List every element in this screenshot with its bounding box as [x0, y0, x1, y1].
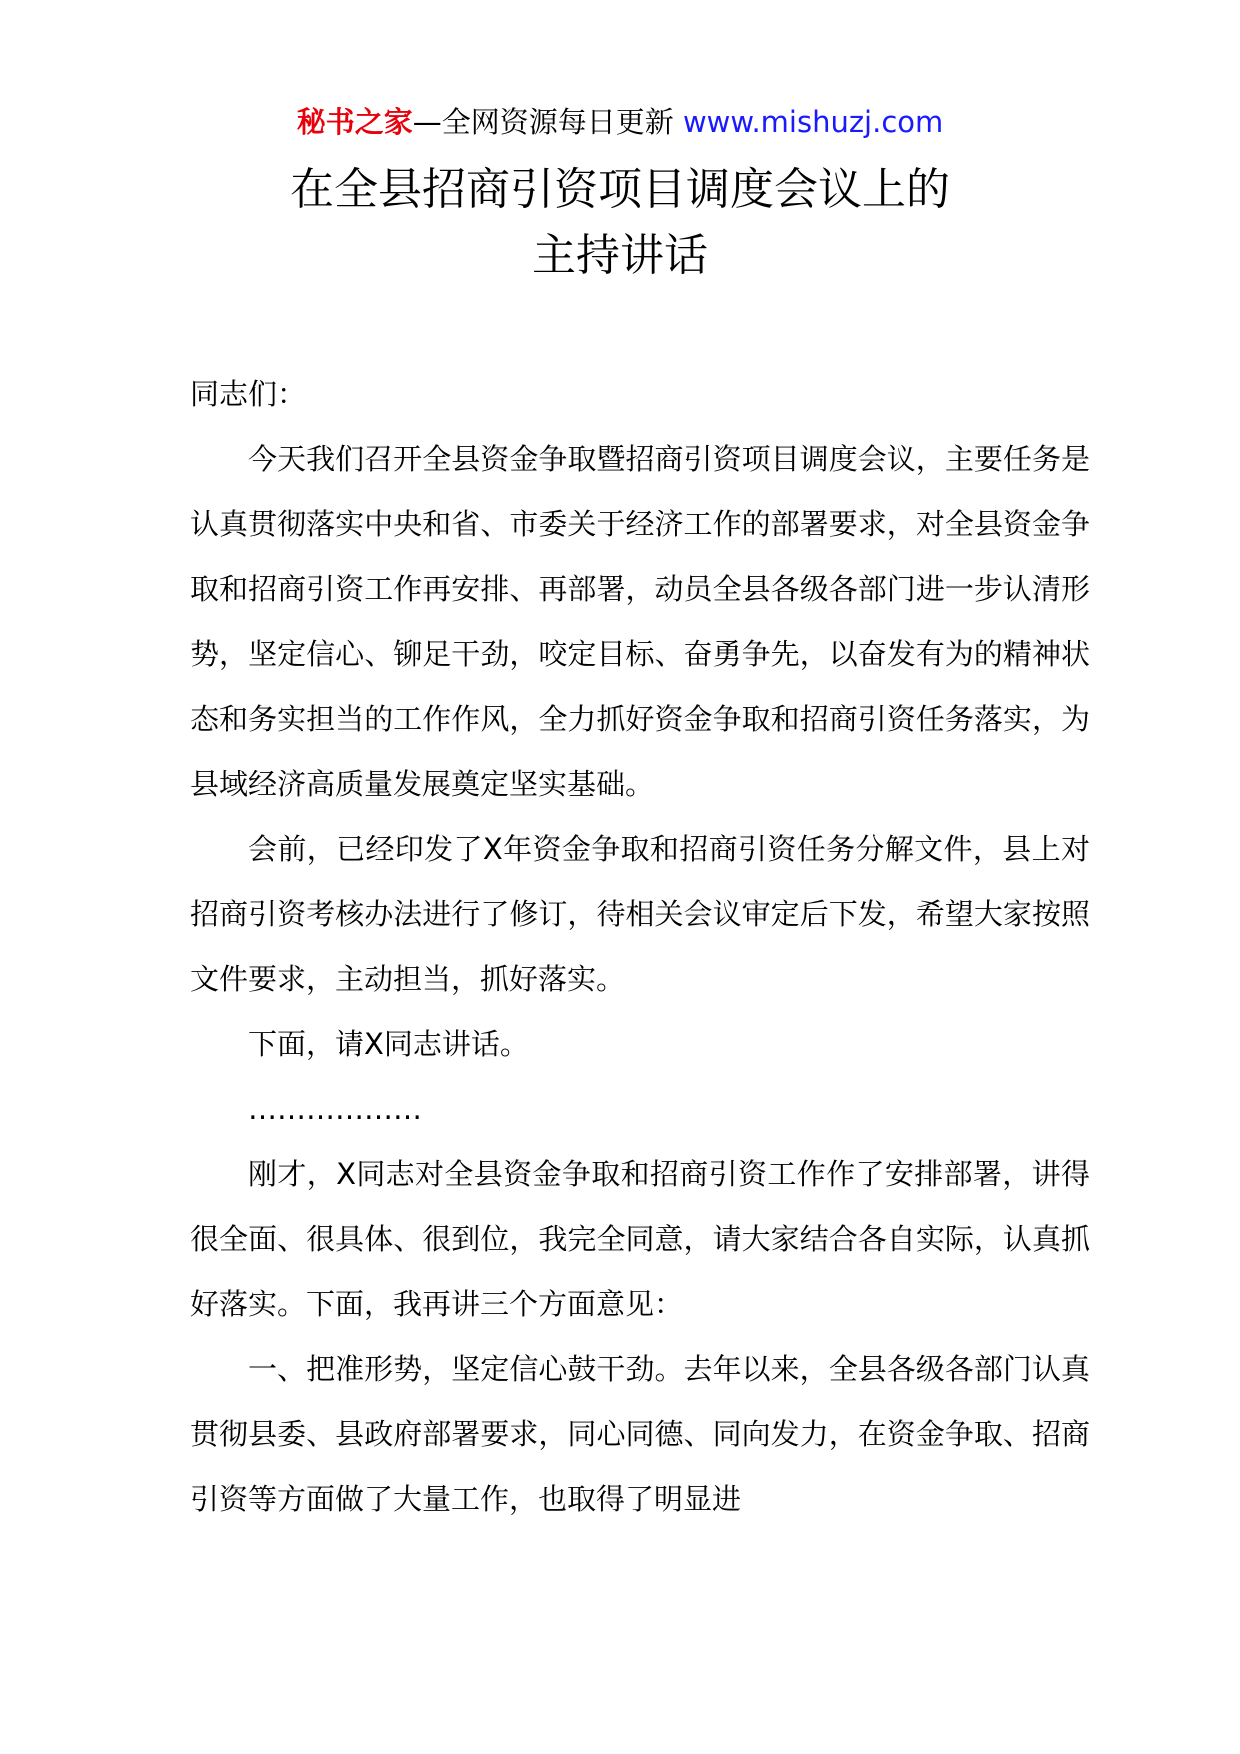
body-paragraph-4: 刚才，X同志对全县资金争取和招商引资工作作了安排部署，讲得很全面、很具体、很到位，我完全同意，请大家结合各自实际，认真抓好落实。下面，我再讲三个方面意见：: [190, 1157, 1090, 1321]
body-paragraph-5: 一、把准形势，坚定信心鼓干劲。去年以来，全县各级各部门认真贯彻县委、县政府部署要求，同心同德、同向发力，在资金争取、招商引资等方面做了大量工作，也取得了明显进: [190, 1352, 1090, 1516]
body-paragraph-1: 今天我们召开全县资金争取暨招商引资项目调度会议，主要任务是认真贯彻落实中央和省、市委关于经济工作的部署要求，对全县资金争取和招商引资工作再安排、再部署，动员全县各级各部门进一步认清形势，坚定信心、铆足干劲，咬定目标、奋勇争先，以奋发有为的精神状态和务实担当的工作作风，全力抓好资金争取和招商引资任务落实，为县域经济高质量发展奠定坚实基础。: [190, 442, 1090, 801]
salutation: 同志们：: [190, 377, 307, 411]
body-paragraph-2: 会前，已经印发了X年资金争取和招商引资任务分解文件，县上对招商引资考核办法进行了修订，待相关会议审定后下发，希望大家按照文件要求，主动担当，抓好落实。: [190, 832, 1090, 996]
document-title-line-2: 主持讲话: [532, 230, 708, 281]
site-header: [0, 102, 1240, 142]
document-body: [190, 362, 1090, 1532]
body-paragraph-3: 下面，请X同志讲话。: [248, 1027, 529, 1061]
header-tagline: —全网资源每日更新: [412, 105, 674, 139]
brand-name: 秘书之家: [296, 105, 413, 139]
document-title-line-1: 在全县招商引资项目调度会议上的: [290, 164, 950, 215]
ellipsis-separator: ………………: [248, 1092, 422, 1126]
site-url: www.mishuzj.com: [682, 105, 944, 139]
